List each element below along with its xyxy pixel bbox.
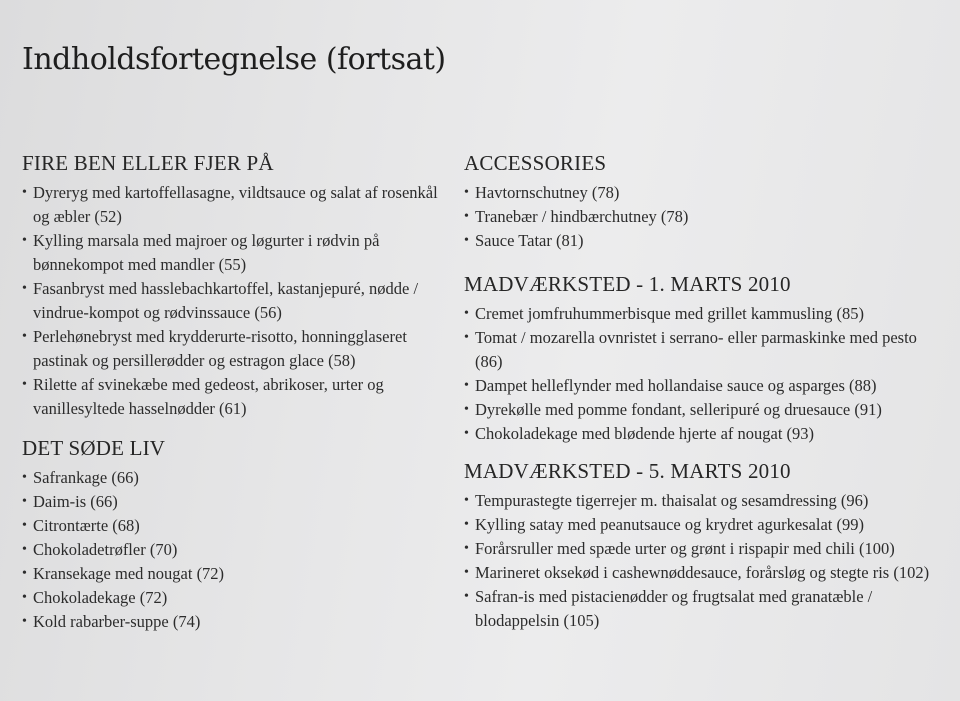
toc-entry: • Chokoladekage (72) — [22, 586, 442, 610]
toc-entry: • Kylling marsala med majroer og løgurter i rødvin på bønnekompot med mandler (55) — [22, 229, 442, 277]
toc-list — [464, 181, 944, 253]
toc-list — [22, 466, 442, 634]
toc-list — [464, 489, 944, 633]
section-accessories — [464, 150, 944, 253]
right-column — [464, 150, 944, 643]
section-title: DET SØDE LIV — [22, 436, 166, 460]
toc-entry: • Dyrekølle med pomme fondant, selleripuré og druesauce (91) — [464, 398, 944, 422]
left-column — [22, 150, 442, 644]
toc-entry: • Fasanbryst med hasslebachkartoffel, kastanjepuré, nødde / vindrue-kompot og rødvinssauce (56) — [22, 277, 442, 325]
toc-list — [464, 302, 944, 446]
toc-entry: • Tranebær / hindbærchutney (78) — [464, 205, 944, 229]
toc-entry: • Sauce Tatar (81) — [464, 229, 944, 253]
toc-entry: • Dyreryg med kartoffellasagne, vildtsauce og salat af rosenkål og æbler (52) — [22, 181, 442, 229]
toc-entry: • Chokoladekage med blødende hjerte af nougat (93) — [464, 422, 944, 446]
toc-entry: • Safran-is med pistacienødder og frugtsalat med granatæble / blodappelsin (105) — [464, 585, 944, 633]
toc-entry: • Tomat / mozarella ovnristet i serrano- eller parmaskinke med pesto (86) — [464, 326, 944, 374]
page-title: Indholdsfortegnelse (fortsat) — [22, 42, 446, 77]
section-title: ACCESSORIES — [464, 151, 607, 175]
section-madvaerksted-1-marts — [464, 271, 944, 446]
section-title: MADVÆRKSTED - 5. MARTS 2010 — [464, 459, 791, 483]
section-det-soede-liv — [22, 435, 442, 634]
toc-entry: • Safrankage (66) — [22, 466, 442, 490]
section-title: FIRE BEN ELLER FJER PÅ — [22, 151, 274, 175]
toc-entry: • Kylling satay med peanutsauce og krydret agurkesalat (99) — [464, 513, 944, 537]
toc-entry: • Kransekage med nougat (72) — [22, 562, 442, 586]
toc-entry: • Chokoladetrøfler (70) — [22, 538, 442, 562]
toc-entry: • Havtornschutney (78) — [464, 181, 944, 205]
toc-entry: • Forårsruller med spæde urter og grønt i rispapir med chili (100) — [464, 537, 944, 561]
toc-entry: • Cremet jomfruhummerbisque med grillet kammusling (85) — [464, 302, 944, 326]
toc-list — [22, 181, 442, 421]
toc-entry: • Perlehønebryst med krydderurte-risotto, honningglaseret pastinak og persillerødder og estragon glace (58) — [22, 325, 442, 373]
toc-entry: • Daim-is (66) — [22, 490, 442, 514]
toc-entry: • Marineret oksekød i cashewnøddesauce, forårsløg og stegte ris (102) — [464, 561, 944, 585]
toc-entry: • Rilette af svinekæbe med gedeost, abrikoser, urter og vanillesyltede hasselnødder (61) — [22, 373, 442, 421]
section-fire-ben-eller-fjer-paa — [22, 150, 442, 421]
toc-entry: • Kold rabarber-suppe (74) — [22, 610, 442, 634]
toc-entry: • Dampet helleflynder med hollandaise sauce og asparges (88) — [464, 374, 944, 398]
toc-entry: • Tempurastegte tigerrejer m. thaisalat og sesamdressing (96) — [464, 489, 944, 513]
toc-entry: • Citrontærte (68) — [22, 514, 442, 538]
section-madvaerksted-5-marts — [464, 458, 944, 633]
section-title: MADVÆRKSTED - 1. MARTS 2010 — [464, 272, 791, 296]
